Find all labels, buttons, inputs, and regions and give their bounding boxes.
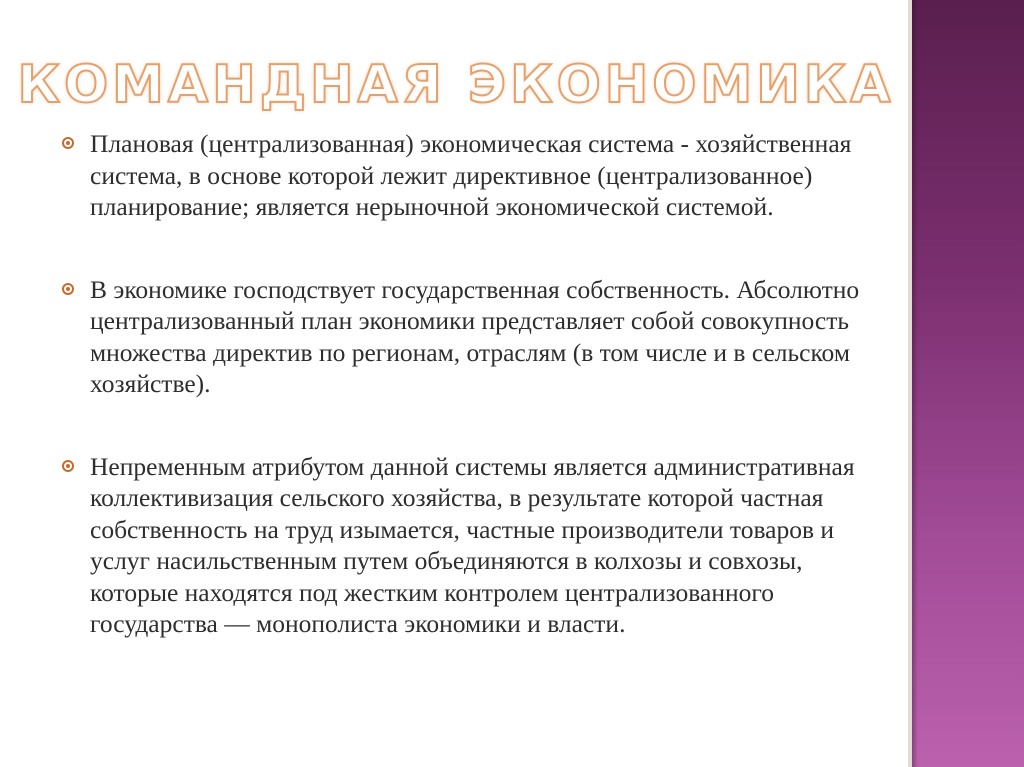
circle-dot-bullet-icon [62, 137, 74, 149]
slide-title: КОМАНДНАЯ ЭКОНОМИКА [17, 55, 895, 115]
bullet-list [60, 128, 880, 691]
bullet-item [60, 128, 880, 223]
circle-dot-bullet-icon [62, 283, 74, 295]
bullet-text: Плановая (централизованная) экономическая система - хозяйственная система, в основе которой лежит директивное (централизованное) планирование; является нерыночной экономической системой. [90, 129, 852, 221]
bullet-item [60, 274, 880, 400]
bullet-item [60, 451, 880, 640]
circle-dot-bullet-icon [62, 460, 74, 472]
bullet-text: Непременным атрибутом данной системы является административная коллективизация сельского хозяйства, в результате которой частная собственность на труд изымается, частные производители товаров и услуг насильственным путем объединяются в колхозы и совхозы, которые находятся под жестким контролем централизованного государства — монополиста экономики и власти. [90, 451, 855, 638]
bullet-text: В экономике господствует государственная собственность. Абсолютно централизованный план экономики представляет собой совокупность множества директив по регионам, отраслям (в том числе и в сельском хозяйстве). [90, 274, 860, 398]
decorative-side-band [912, 0, 1024, 767]
